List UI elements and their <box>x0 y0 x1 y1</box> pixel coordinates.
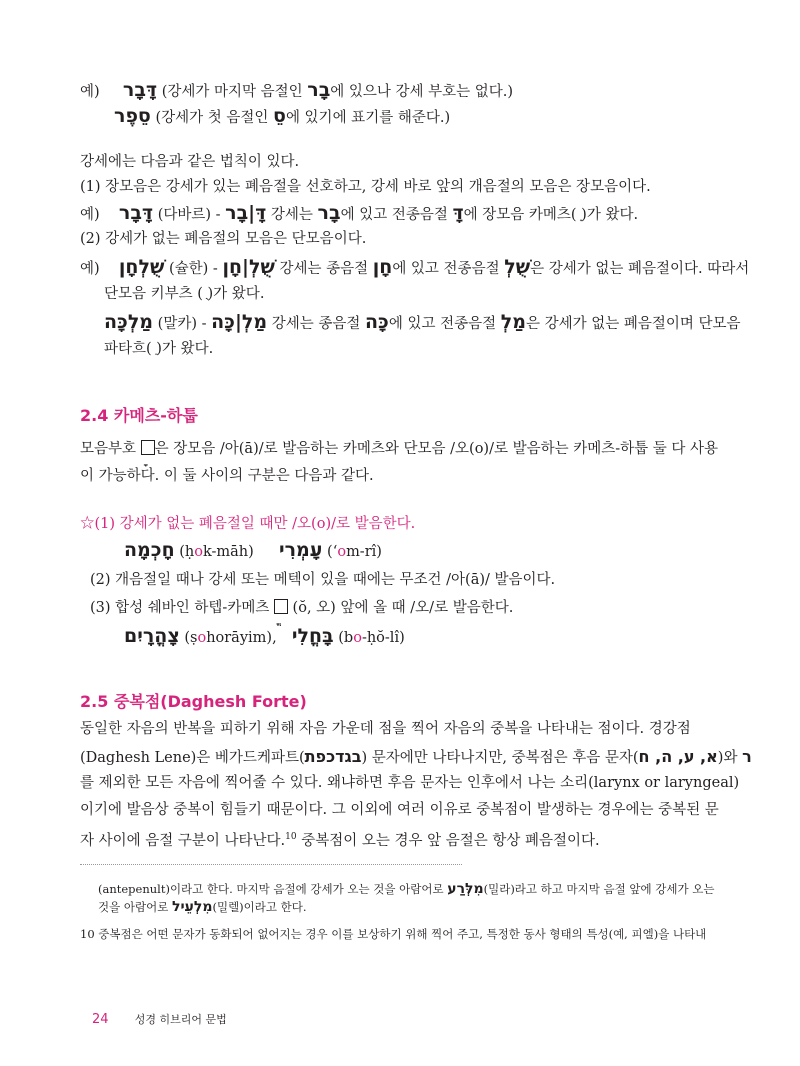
section-2-4-para-line-1 <box>80 439 718 459</box>
text: )와 <box>717 750 743 766</box>
hebrew-word: בָר <box>307 79 331 101</box>
footnote-separator <box>80 864 462 865</box>
footnote-ref: 10 <box>285 832 297 842</box>
hebrew-word: דָּ|בָר <box>225 202 267 224</box>
item-3 <box>90 598 513 618</box>
text: 강세는 <box>266 207 318 223</box>
hebrew-word: מַלְכָּה <box>104 311 154 333</box>
example-line-2 <box>114 106 450 128</box>
text: 자 사이에 음절 구분이 나타난다. <box>80 832 286 849</box>
hebrew-word: בָּחֳלִי <box>291 625 334 647</box>
hebrew-word: חָן <box>372 256 393 278</box>
text: 강세는 종음절 <box>274 261 373 277</box>
hebrew-word: מַלְ|כָּה <box>211 311 268 333</box>
rule-1: (1) 장모음은 강세가 있는 폐음절을 선호하고, 강세 바로 앞의 개음절의 모음은 장모음이다. <box>80 179 651 195</box>
text: (3) 합성 쉐바인 하텝-카메츠 <box>90 600 274 616</box>
example-label: 예) <box>80 261 100 277</box>
text: (강세가 마지막 음절인 <box>161 84 308 100</box>
section-2-5-line-4: 이기에 발음상 중복이 힘들기 때문이다. 그 이외에 여러 이유로 중복점이 발생하는 경우에는 중복된 문 <box>80 802 719 818</box>
text: 에 장모음 카메츠( ָ)가 왔다. <box>463 207 639 223</box>
hebrew-letters: ר <box>742 747 752 766</box>
hebrew-word: שֻׁלְחָן <box>118 256 165 278</box>
footnote-continued-line-2 <box>98 898 307 916</box>
page-number: 24 <box>92 1012 109 1027</box>
hebrew-word: שֻׁלְ|חָן <box>222 256 275 278</box>
text: ) 문자에만 나타나지만, 중복점은 후음 문자( <box>361 750 639 766</box>
text: (antepenult)이라고 한다. 마지막 음절에 강세가 오는 것을 아람어로 <box>98 882 448 896</box>
rule-2-example <box>80 257 749 279</box>
text: (밀렐)이라고 한다. <box>212 900 307 914</box>
rule-2: (2) 강세가 없는 폐음절의 모음은 단모음이다. <box>80 231 367 247</box>
vowel-box-glyph <box>141 440 155 455</box>
text: (다바르) - <box>157 207 226 223</box>
text: 에 있고 전종음절 <box>388 316 501 332</box>
section-2-5-line-3: 를 제외한 모든 자음에 찍어줄 수 있다. 왜냐하면 후음 문자는 인후에서 나는 소리(larynx or laryngeal) <box>80 775 740 791</box>
hebrew-word: שֻׁלְ <box>504 256 531 278</box>
hebrew-word: סֵפֶר <box>114 105 151 127</box>
hebrew-word: מִלְּרַע <box>447 881 484 897</box>
hebrew-word: בָר <box>317 202 341 224</box>
text: 은 강세가 없는 폐음절이며 단모음 <box>525 316 741 332</box>
section-2-5-line-5 <box>80 824 600 855</box>
text: 에 있고 전종음절 <box>340 207 453 223</box>
hebrew-word: עָמְרִי <box>279 539 323 561</box>
star-item-1: ☆(1) 강세가 없는 폐음절일 때만 /오(o)/로 발음한다. <box>80 516 416 532</box>
text: (ŏ, 오) 앞에 올 때 /오/로 발음한다. <box>287 600 514 616</box>
kamets-hatuf-example-1 <box>124 540 382 562</box>
hebrew-word: דָּבָר <box>118 202 154 224</box>
section-2-4-para-line-2: 이 가능하다. 이 둘 사이의 구분은 다음과 같다. <box>80 468 374 484</box>
hebrew-letters: בגדכפת <box>304 747 362 766</box>
text: 것을 아람어로 <box>98 900 172 914</box>
section-2-5-line-1: 동일한 자음의 반복을 피하기 위해 자음 가운데 점을 찍어 자음의 중복을 나타내는 점이다. 경강점 <box>80 721 691 737</box>
section-heading-2-4: 2.4 카메츠-하툽 <box>80 406 198 425</box>
rule-2-example-cont: 단모음 키부츠 ( ֻ)가 왔다. <box>104 286 265 302</box>
hebrew-word: מִלְעֵיל <box>171 899 213 915</box>
text: (슐한) - <box>168 261 223 277</box>
rule-2-example-2-cont: 파타흐( ַ)가 왔다. <box>104 341 214 357</box>
text: 에 있기에 표기를 해준다.) <box>285 110 451 126</box>
hebrew-word: חָכְמָה <box>124 539 175 561</box>
rules-intro: 강세에는 다음과 같은 법칙이 있다. <box>80 154 300 170</box>
section-heading-2-5: 2.5 중복점(Daghesh Forte) <box>80 692 307 711</box>
text: 은 장모음 /아(ā)/로 발음하는 카메츠와 단모음 /오(o)/로 발음하는 카메츠-하툽 둘 다 사용 <box>154 441 719 457</box>
footnote-continued-line-1 <box>98 880 714 898</box>
hebrew-word: כָּה <box>365 311 389 333</box>
text: 에 있고 전종음절 <box>392 261 505 277</box>
hebrew-word: דָּבָר <box>122 79 158 101</box>
vowel-box-glyph <box>274 599 288 614</box>
transliteration: (ḥok-māh) <box>179 544 254 560</box>
transliteration: (ʻom-rî) <box>327 544 382 560</box>
example-line-1 <box>80 80 513 102</box>
hebrew-word: מַלְ <box>500 311 526 333</box>
example-label: 예) <box>80 207 100 223</box>
section-2-5-line-2 <box>80 743 752 772</box>
item-2: (2) 개음절일 때나 강세 또는 메텍이 있을 때에는 무조건 /아(ā)/ 발음이다. <box>90 572 556 588</box>
rule-1-example <box>80 203 638 225</box>
rule-2-example-2 <box>104 312 741 334</box>
text: 중복점이 오는 경우 앞 음절은 항상 폐음절이다. <box>296 832 600 849</box>
text: 에 있으나 강세 부호는 없다.) <box>330 84 514 100</box>
footnote-10: 10 중복점은 어떤 문자가 동화되어 없어지는 경우 이를 보상하기 위해 찍어 주고, 특정한 동사 형태의 특성(예, 피엘)을 나타내 <box>80 927 707 941</box>
example-label: 예) <box>80 84 100 100</box>
book-title: 성경 히브리어 문법 <box>134 1013 227 1026</box>
hebrew-word: צָהֳרָיִם <box>124 625 180 647</box>
transliteration: (ṣohorāyim), <box>184 630 277 646</box>
text: (말카) - <box>157 316 212 332</box>
text: 은 강세가 없는 폐음절이다. 따라서 <box>530 261 750 277</box>
text: (강세가 첫 음절인 <box>155 110 274 126</box>
text: 강세는 종음절 <box>267 316 365 332</box>
kamets-hatuf-example-2 <box>124 626 405 648</box>
footer <box>92 1008 227 1027</box>
hebrew-word: דָּ <box>452 202 464 224</box>
hebrew-word: סֵ <box>273 105 286 127</box>
text: 모음부호 <box>80 441 141 457</box>
text: (Daghesh Lene)은 베가드케파트( <box>80 750 305 766</box>
transliteration: (bo-ḥŏ-lî) <box>338 630 405 646</box>
hebrew-letters: א, ע, ה, ח <box>638 747 718 766</box>
text: (밀라)라고 하고 마지막 음절 앞에 강세가 오는 <box>483 882 715 896</box>
